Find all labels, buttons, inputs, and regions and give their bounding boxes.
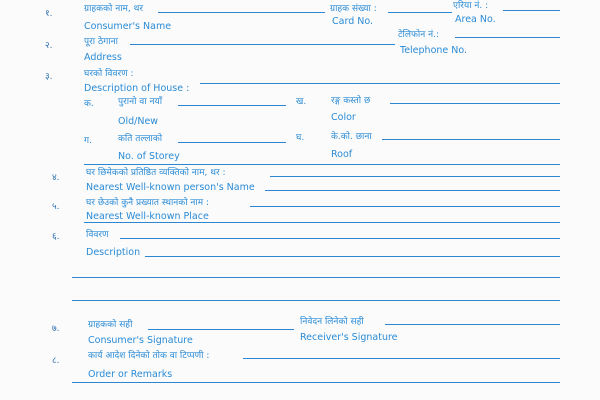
well-known-place-extra-line[interactable] [84, 222, 560, 223]
consumer-signature-label: Consumer's Signature [88, 335, 193, 346]
well-known-place-label-np: घर छेउको कुनै प्रख्यात स्थानको नाम : [86, 198, 210, 208]
color-field[interactable] [390, 103, 560, 104]
receiver-signature-label-np: निवेदन लिनेको सही [300, 317, 364, 327]
telephone-field[interactable] [455, 37, 560, 38]
description-label: Description [86, 247, 141, 258]
item-number-2: २. [45, 41, 53, 51]
order-remarks-extra-line[interactable] [72, 382, 560, 383]
item-number-7: ७. [52, 324, 60, 334]
sub-ga-label: ग. [84, 136, 92, 146]
order-remarks-field[interactable] [243, 358, 560, 359]
well-known-person-label: Nearest Well-known person's Name [86, 182, 255, 193]
description-field[interactable] [120, 238, 560, 239]
description-line-4[interactable] [72, 300, 560, 301]
consumer-signature-field[interactable] [148, 329, 294, 330]
old-new-field[interactable] [178, 105, 286, 106]
old-new-label: Old/New [118, 116, 159, 127]
address-label-np: पूरा ठेगाना [84, 37, 118, 47]
well-known-place-label: Nearest Well-known Place [86, 211, 209, 222]
sub-kha-label: ख. [296, 97, 307, 107]
consumer-name-label-np: ग्राहकको नाम, थर [84, 4, 144, 14]
roof-field[interactable] [382, 139, 560, 140]
color-label: Color [331, 112, 356, 123]
receiver-signature-label: Receiver's Signature [300, 332, 398, 343]
sub-gha-label: घ. [296, 133, 305, 143]
area-number-label: Area No. [455, 14, 496, 25]
telephone-label: Telephone No. [400, 45, 468, 56]
card-number-label: Card No. [332, 16, 374, 27]
house-description-extra-line[interactable] [84, 164, 560, 165]
description-line-3[interactable] [72, 277, 560, 278]
item-number-8: ८. [52, 356, 60, 366]
card-number-field[interactable] [388, 12, 452, 13]
consumer-name-label: Consumer's Name [84, 21, 172, 32]
old-new-label-np: पुरानो वा नयाँ [118, 97, 163, 107]
roof-label: Roof [331, 149, 353, 160]
receiver-signature-field[interactable] [385, 324, 560, 325]
storey-label: No. of Storey [118, 151, 180, 162]
house-description-field[interactable] [200, 83, 560, 84]
item-number-5: ५. [52, 202, 60, 212]
address-label: Address [84, 52, 122, 63]
well-known-person-label-np: घर छिमेकको प्रतिष्ठित व्यक्तिको नाम, थर : [86, 168, 226, 178]
card-number-label-np: ग्राहक संख्या : [330, 4, 377, 14]
area-number-label-np: एरिया नं. : [453, 1, 489, 11]
telephone-label-np: टेलिफोन नं.: [398, 30, 439, 40]
item-number-6: ६. [52, 232, 60, 242]
roof-label-np: के.को. छाना [331, 132, 372, 142]
storey-label-np: कति तल्लाको [118, 134, 163, 144]
description-label-np: विवरण [86, 230, 109, 240]
consumer-name-field[interactable] [158, 12, 325, 13]
well-known-person-field[interactable] [270, 176, 560, 177]
color-label-np: रङ्ग कस्तो छ [331, 96, 371, 106]
house-description-label: Description of House : [84, 83, 190, 94]
order-remarks-label-np: कार्य आदेश दिनेको तोक वा टिप्पणी : [88, 351, 210, 361]
consumer-signature-label-np: ग्राहकको सही [88, 320, 133, 330]
sub-a-label: क. [84, 99, 94, 109]
storey-field[interactable] [178, 142, 286, 143]
item-number-4: ४. [52, 173, 60, 183]
house-description-label-np: घरको विवरण : [84, 69, 134, 79]
well-known-place-field[interactable] [250, 206, 560, 207]
area-number-field[interactable] [503, 10, 560, 11]
item-number-3: ३. [45, 72, 53, 82]
item-number-1: १. [45, 9, 53, 19]
description-line-2[interactable] [145, 256, 560, 257]
address-field[interactable] [130, 44, 395, 45]
order-remarks-label: Order or Remarks [88, 369, 173, 380]
well-known-person-extra-line[interactable] [265, 190, 560, 191]
